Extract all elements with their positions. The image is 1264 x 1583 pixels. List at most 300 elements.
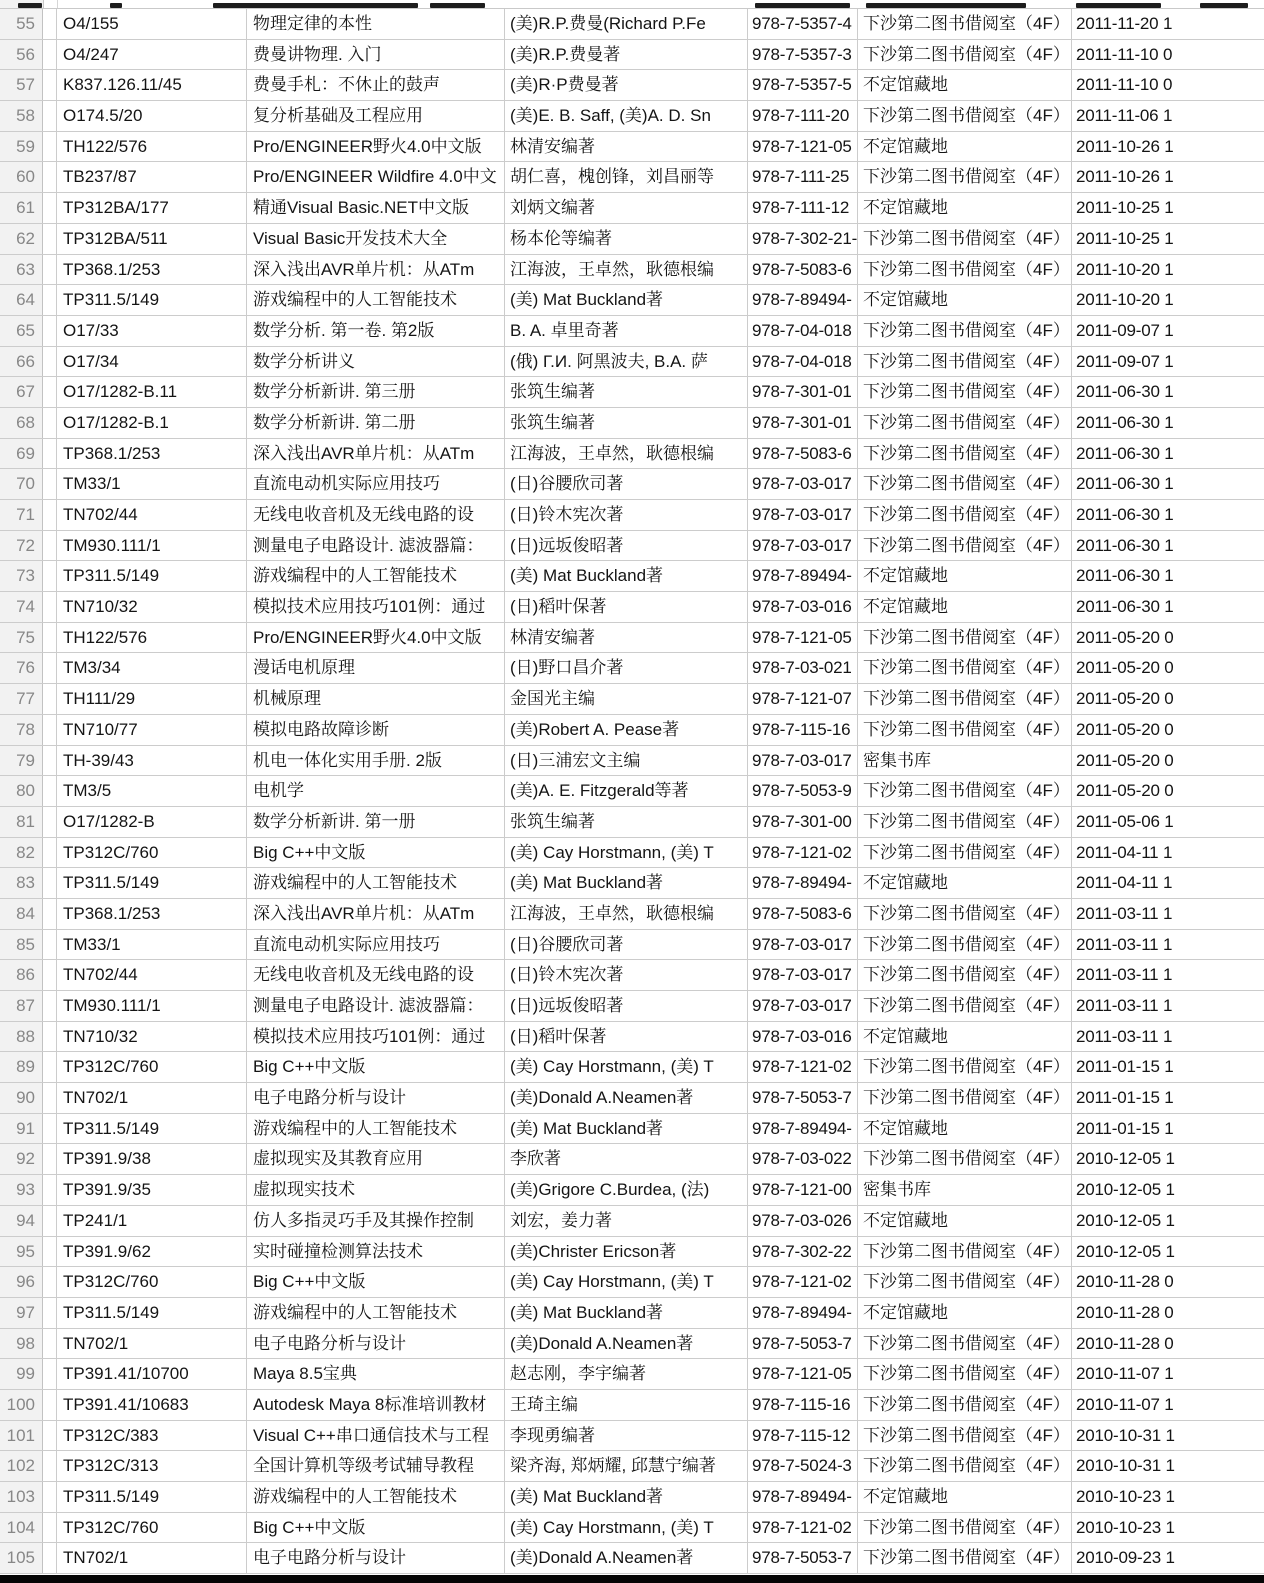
book-title-cell[interactable]: 深入浅出AVR单片机：从ATm [247,439,505,469]
row-number-cell[interactable]: 103 [0,1482,43,1512]
row-number-cell[interactable]: 65 [0,316,43,346]
row-number-cell[interactable]: 58 [0,101,43,131]
author-cell[interactable]: (日)稻叶保著 [505,1022,748,1052]
call-number-cell[interactable]: TM33/1 [57,930,247,960]
row-number-cell[interactable]: 68 [0,408,43,438]
call-number-cell[interactable]: TP241/1 [57,1206,247,1236]
call-number-cell[interactable]: TN702/44 [57,960,247,990]
location-cell[interactable]: 下沙第二图书借阅室（4F） [858,1421,1072,1451]
isbn-cell[interactable]: 978-7-5053-9 [748,776,858,806]
call-number-cell[interactable]: TN702/1 [57,1329,247,1359]
date-cell[interactable]: 2011-09-07 1 [1076,320,1174,340]
book-title-cell[interactable]: 全国计算机等级考试辅导教程 [247,1451,505,1481]
author-cell[interactable]: (日)谷腰欣司著 [505,469,748,499]
spacer-cell[interactable] [43,255,57,285]
book-title-cell[interactable]: 电子电路分析与设计 [247,1329,505,1359]
date-cell[interactable]: 2011-06-30 1 [1076,505,1174,524]
date-cell[interactable]: 2010-09-23 1 [1076,1548,1175,1568]
author-cell[interactable]: 胡仁喜，槐创锋，刘昌丽等 [505,162,748,192]
date-cell[interactable]: 2011-06-30 1 [1076,412,1174,432]
call-number-cell[interactable]: TM33/1 [57,469,247,499]
spacer-cell[interactable] [43,1390,57,1420]
author-cell[interactable]: (美) Mat Buckland著 [505,1482,748,1512]
date-cell[interactable]: 2010-12-05 1 [1076,1149,1175,1169]
book-title-cell[interactable]: 费曼手札：不休止的鼓声 [247,70,505,100]
row-number-cell[interactable]: 85 [0,930,43,960]
isbn-cell[interactable]: 978-7-89494- [748,285,858,315]
call-number-cell[interactable]: TP311.5/149 [57,1482,247,1512]
location-cell[interactable]: 下沙第二图书借阅室（4F） [858,1543,1072,1573]
isbn-cell[interactable]: 978-7-111-25 [748,162,858,192]
row-number-cell[interactable]: 71 [0,500,43,530]
location-cell[interactable]: 下沙第二图书借阅室（4F） [858,255,1072,285]
date-cell[interactable]: 2010-12-05 1 [1076,1210,1175,1230]
isbn-cell[interactable]: 978-7-5083-6 [748,899,858,929]
spacer-cell[interactable] [43,838,57,868]
row-number-cell[interactable]: 59 [0,132,43,162]
isbn-cell[interactable]: 978-7-5357-4 [748,9,858,39]
book-title-cell[interactable]: 游戏编程中的人工智能技术 [247,868,505,898]
author-cell[interactable]: (美)Grigore C.Burdea, (法) [505,1175,748,1205]
location-cell[interactable]: 下沙第二图书借阅室（4F） [858,500,1072,530]
location-cell[interactable]: 下沙第二图书借阅室（4F） [858,162,1072,192]
location-cell[interactable]: 下沙第二图书借阅室（4F） [858,1329,1072,1359]
date-cell[interactable]: 2011-03-11 1 [1076,1026,1173,1046]
book-title-cell[interactable]: Pro/ENGINEER野火4.0中文版 [247,132,505,162]
book-title-cell[interactable]: 数学分析新讲. 第三册 [247,377,505,407]
call-number-cell[interactable]: O4/247 [57,40,247,70]
book-title-cell[interactable]: 模拟技术应用技巧101例：通过 [247,1022,505,1052]
isbn-cell[interactable]: 978-7-89494- [748,1298,858,1328]
isbn-cell[interactable]: 978-7-302-21- [748,224,858,254]
location-cell[interactable]: 不定馆藏地 [858,592,1072,622]
author-cell[interactable]: (美) Mat Buckland著 [505,1298,748,1328]
call-number-cell[interactable]: TP311.5/149 [57,285,247,315]
isbn-cell[interactable]: 978-7-03-026 [748,1206,858,1236]
location-cell[interactable]: 下沙第二图书借阅室（4F） [858,653,1072,683]
author-cell[interactable]: (美) Cay Horstmann, (美) T [505,1267,748,1297]
author-cell[interactable]: 李现勇编著 [505,1421,748,1451]
date-cell[interactable]: 2011-03-11 1 [1076,965,1173,985]
date-cell[interactable]: 2011-04-11 1 [1076,842,1173,862]
row-number-cell[interactable]: 78 [0,715,43,745]
book-title-cell[interactable]: 仿人多指灵巧手及其操作控制 [247,1206,505,1236]
isbn-cell[interactable]: 978-7-03-017 [748,500,858,530]
book-title-cell[interactable]: 电子电路分析与设计 [247,1083,505,1113]
call-number-cell[interactable]: TP391.9/38 [57,1144,247,1174]
location-cell[interactable]: 下沙第二图书借阅室（4F） [858,930,1072,960]
row-number-cell[interactable]: 91 [0,1114,43,1144]
spacer-cell[interactable] [43,899,57,929]
date-cell[interactable]: 2010-10-31 1 [1076,1425,1175,1445]
author-cell[interactable]: 刘炳文编著 [505,193,748,223]
row-number-cell[interactable]: 95 [0,1237,43,1267]
spacer-cell[interactable] [43,1175,57,1205]
call-number-cell[interactable]: TP368.1/253 [57,439,247,469]
spacer-cell[interactable] [43,439,57,469]
location-cell[interactable]: 下沙第二图书借阅室（4F） [858,899,1072,929]
book-title-cell[interactable]: 模拟电路故障诊断 [247,715,505,745]
date-cell[interactable]: 2011-03-11 1 [1076,934,1173,954]
spacer-cell[interactable] [43,1267,57,1297]
isbn-cell[interactable]: 978-7-03-016 [748,1022,858,1052]
spacer-cell[interactable] [43,1237,57,1267]
call-number-cell[interactable]: TP368.1/253 [57,899,247,929]
book-title-cell[interactable]: 电子电路分析与设计 [247,1543,505,1573]
row-number-cell[interactable]: 73 [0,561,43,591]
book-title-cell[interactable]: 游戏编程中的人工智能技术 [247,1298,505,1328]
isbn-cell[interactable]: 978-7-301-01 [748,408,858,438]
call-number-cell[interactable]: TN710/77 [57,715,247,745]
isbn-cell[interactable]: 978-7-89494- [748,1482,858,1512]
location-cell[interactable]: 不定馆藏地 [858,1482,1072,1512]
spacer-cell[interactable] [43,868,57,898]
call-number-cell[interactable]: TP311.5/149 [57,1114,247,1144]
book-title-cell[interactable]: Visual Basic开发技术大全 [247,224,505,254]
isbn-cell[interactable]: 978-7-121-05 [748,623,858,653]
date-cell[interactable]: 2011-06-30 1 [1076,566,1174,586]
author-cell[interactable]: (日)远坂俊昭著 [505,991,748,1021]
spacer-cell[interactable] [43,1359,57,1389]
book-title-cell[interactable]: Visual C++串口通信技术与工程 [247,1421,505,1451]
location-cell[interactable]: 不定馆藏地 [858,1114,1072,1144]
call-number-cell[interactable]: O17/33 [57,316,247,346]
author-cell[interactable]: (日)三浦宏文主编 [505,746,748,776]
author-cell[interactable]: (美) Cay Horstmann, (美) T [505,1052,748,1082]
spacer-cell[interactable] [43,1022,57,1052]
call-number-cell[interactable]: TP368.1/253 [57,255,247,285]
date-cell[interactable]: 2011-09-07 1 [1076,351,1174,371]
isbn-cell[interactable]: 978-7-301-01 [748,377,858,407]
location-cell[interactable]: 下沙第二图书借阅室（4F） [858,1390,1072,1420]
date-cell[interactable]: 2010-10-23 1 [1076,1517,1175,1537]
location-cell[interactable]: 下沙第二图书借阅室（4F） [858,224,1072,254]
book-title-cell[interactable]: 精通Visual Basic.NET中文版 [247,193,505,223]
spacer-cell[interactable] [43,1421,57,1451]
date-cell[interactable]: 2011-11-06 1 [1076,106,1173,126]
isbn-cell[interactable]: 978-7-03-017 [748,746,858,776]
book-title-cell[interactable]: Big C++中文版 [247,838,505,868]
row-number-cell[interactable]: 84 [0,899,43,929]
date-cell[interactable]: 2011-05-20 0 [1076,658,1174,678]
author-cell[interactable]: (美) Cay Horstmann, (美) T [505,838,748,868]
book-title-cell[interactable]: Big C++中文版 [247,1267,505,1297]
row-number-cell[interactable]: 82 [0,838,43,868]
isbn-cell[interactable]: 978-7-121-07 [748,684,858,714]
call-number-cell[interactable]: TP312C/760 [57,1513,247,1543]
isbn-cell[interactable]: 978-7-5083-6 [748,439,858,469]
book-title-cell[interactable]: Maya 8.5宝典 [247,1359,505,1389]
author-cell[interactable]: (日)铃木宪次著 [505,960,748,990]
date-cell[interactable]: 2011-06-30 1 [1076,597,1174,617]
author-cell[interactable]: (日)铃木宪次著 [505,500,748,530]
author-cell[interactable]: (日)谷腰欣司著 [505,930,748,960]
spacer-cell[interactable] [43,592,57,622]
spacer-cell[interactable] [43,1144,57,1174]
book-title-cell[interactable]: 数学分析讲义 [247,347,505,377]
book-title-cell[interactable]: 深入浅出AVR单片机：从ATm [247,899,505,929]
spacer-cell[interactable] [43,70,57,100]
isbn-cell[interactable]: 978-7-5053-7 [748,1543,858,1573]
spacer-cell[interactable] [43,285,57,315]
book-title-cell[interactable]: 数学分析新讲. 第一册 [247,807,505,837]
row-number-cell[interactable]: 60 [0,162,43,192]
book-title-cell[interactable]: 模拟技术应用技巧101例：通过 [247,592,505,622]
row-number-cell[interactable]: 55 [0,9,43,39]
book-title-cell[interactable]: 直流电动机实际应用技巧 [247,469,505,499]
isbn-cell[interactable]: 978-7-89494- [748,1114,858,1144]
isbn-cell[interactable]: 978-7-5357-3 [748,40,858,70]
date-cell[interactable]: 2011-11-10 0 [1076,44,1173,64]
call-number-cell[interactable]: TM3/34 [57,653,247,683]
call-number-cell[interactable]: TN702/44 [57,500,247,530]
spacer-cell[interactable] [43,162,57,192]
date-cell[interactable]: 2010-12-05 1 [1076,1180,1175,1200]
author-cell[interactable]: 张筑生编著 [505,807,748,837]
book-title-cell[interactable]: 数学分析. 第一卷. 第2版 [247,316,505,346]
date-cell[interactable]: 2011-06-30 1 [1076,382,1174,402]
author-cell[interactable]: (美)R.P.费曼著 [505,40,748,70]
call-number-cell[interactable]: TP312C/383 [57,1421,247,1451]
row-number-cell[interactable]: 69 [0,439,43,469]
spacer-cell[interactable] [43,9,57,39]
call-number-cell[interactable]: TM930.111/1 [57,531,247,561]
author-cell[interactable]: 李欣著 [505,1144,748,1174]
spacer-cell[interactable] [43,1083,57,1113]
call-number-cell[interactable]: K837.126.11/45 [57,70,247,100]
location-cell[interactable]: 不定馆藏地 [858,1206,1072,1236]
author-cell[interactable]: (日)远坂俊昭著 [505,531,748,561]
author-cell[interactable]: 林清安编著 [505,132,748,162]
date-cell[interactable]: 2011-10-20 1 [1076,290,1174,310]
spacer-cell[interactable] [43,715,57,745]
isbn-cell[interactable]: 978-7-03-017 [748,960,858,990]
author-cell[interactable]: 杨本伦等编著 [505,224,748,254]
location-cell[interactable]: 不定馆藏地 [858,561,1072,591]
author-cell[interactable]: (俄) Г.И. 阿黑波夫, B.A. 萨 [505,347,748,377]
date-cell[interactable]: 2010-12-05 1 [1076,1241,1175,1261]
call-number-cell[interactable]: O17/34 [57,347,247,377]
date-cell[interactable]: 2011-05-20 0 [1076,627,1174,647]
location-cell[interactable]: 下沙第二图书借阅室（4F） [858,1237,1072,1267]
row-number-cell[interactable]: 98 [0,1329,43,1359]
call-number-cell[interactable]: TP312C/760 [57,1267,247,1297]
isbn-cell[interactable]: 978-7-5053-7 [748,1083,858,1113]
call-number-cell[interactable]: TP312C/760 [57,1052,247,1082]
location-cell[interactable]: 下沙第二图书借阅室（4F） [858,623,1072,653]
spacer-cell[interactable] [43,1052,57,1082]
location-cell[interactable]: 不定馆藏地 [858,132,1072,162]
location-cell[interactable]: 下沙第二图书借阅室（4F） [858,347,1072,377]
book-title-cell[interactable]: 机械原理 [247,684,505,714]
location-cell[interactable]: 下沙第二图书借阅室（4F） [858,960,1072,990]
author-cell[interactable]: 江海波，王卓然，耿德根编 [505,439,748,469]
call-number-cell[interactable]: O174.5/20 [57,101,247,131]
row-number-cell[interactable]: 80 [0,776,43,806]
isbn-cell[interactable]: 978-7-301-00 [748,807,858,837]
author-cell[interactable]: (美)Donald A.Neamen著 [505,1329,748,1359]
author-cell[interactable]: (美)E. B. Saff, (美)A. D. Sn [505,101,748,131]
row-number-cell[interactable]: 96 [0,1267,43,1297]
author-cell[interactable]: (美)R.P.费曼(Richard P.Fe [505,9,748,39]
book-title-cell[interactable]: 无线电收音机及无线电路的设 [247,960,505,990]
row-number-cell[interactable]: 72 [0,531,43,561]
call-number-cell[interactable]: TP391.41/10683 [57,1390,247,1420]
book-title-cell[interactable]: 游戏编程中的人工智能技术 [247,285,505,315]
spacer-cell[interactable] [43,132,57,162]
location-cell[interactable]: 下沙第二图书借阅室（4F） [858,408,1072,438]
call-number-cell[interactable]: TH111/29 [57,684,247,714]
author-cell[interactable]: B. A. 卓里奇著 [505,316,748,346]
author-cell[interactable]: 赵志刚，李宇编著 [505,1359,748,1389]
isbn-cell[interactable]: 978-7-5357-5 [748,70,858,100]
author-cell[interactable]: 江海波，王卓然，耿德根编 [505,255,748,285]
call-number-cell[interactable]: O17/1282-B.11 [57,377,247,407]
location-cell[interactable]: 下沙第二图书借阅室（4F） [858,991,1072,1021]
spacer-cell[interactable] [43,746,57,776]
spacer-cell[interactable] [43,684,57,714]
book-title-cell[interactable]: Big C++中文版 [247,1052,505,1082]
book-title-cell[interactable]: 数学分析新讲. 第二册 [247,408,505,438]
date-cell[interactable]: 2011-05-20 0 [1076,781,1174,801]
location-cell[interactable]: 不定馆藏地 [858,868,1072,898]
date-cell[interactable]: 2011-10-26 1 [1076,136,1174,156]
isbn-cell[interactable]: 978-7-121-02 [748,1267,858,1297]
spacer-cell[interactable] [43,1513,57,1543]
spacer-cell[interactable] [43,1329,57,1359]
spacer-cell[interactable] [43,561,57,591]
spacer-cell[interactable] [43,1206,57,1236]
spacer-cell[interactable] [43,1543,57,1573]
call-number-cell[interactable]: TP312C/760 [57,838,247,868]
isbn-cell[interactable]: 978-7-03-017 [748,531,858,561]
spacer-cell[interactable] [43,347,57,377]
author-cell[interactable]: (美) Mat Buckland著 [505,1114,748,1144]
call-number-cell[interactable]: TH-39/43 [57,746,247,776]
isbn-cell[interactable]: 978-7-03-022 [748,1144,858,1174]
call-number-cell[interactable]: TN710/32 [57,1022,247,1052]
row-number-cell[interactable]: 56 [0,40,43,70]
call-number-cell[interactable]: TP311.5/149 [57,868,247,898]
isbn-cell[interactable]: 978-7-5083-6 [748,255,858,285]
date-cell[interactable]: 2011-10-25 1 [1076,228,1174,248]
location-cell[interactable]: 下沙第二图书借阅室（4F） [858,776,1072,806]
call-number-cell[interactable]: O17/1282-B [57,807,247,837]
date-cell[interactable]: 2010-10-31 1 [1076,1456,1175,1476]
location-cell[interactable]: 不定馆藏地 [858,1022,1072,1052]
location-cell[interactable]: 下沙第二图书借阅室（4F） [858,316,1072,346]
date-cell[interactable]: 2010-10-23 1 [1076,1487,1175,1506]
location-cell[interactable]: 下沙第二图书借阅室（4F） [858,101,1072,131]
spacer-cell[interactable] [43,1298,57,1328]
call-number-cell[interactable]: TP391.9/35 [57,1175,247,1205]
isbn-cell[interactable]: 978-7-04-018 [748,347,858,377]
isbn-cell[interactable]: 978-7-03-017 [748,930,858,960]
date-cell[interactable]: 2011-10-26 1 [1076,167,1174,187]
isbn-cell[interactable]: 978-7-04-018 [748,316,858,346]
row-number-cell[interactable]: 92 [0,1144,43,1174]
date-cell[interactable]: 2011-06-30 1 [1076,443,1174,463]
spacer-cell[interactable] [43,1114,57,1144]
author-cell[interactable]: (美) Mat Buckland著 [505,561,748,591]
date-cell[interactable]: 2011-10-25 1 [1076,198,1174,218]
call-number-cell[interactable]: TP311.5/149 [57,1298,247,1328]
date-cell[interactable]: 2011-05-20 0 [1076,719,1174,739]
row-number-cell[interactable]: 100 [0,1390,43,1420]
date-cell[interactable]: 2010-11-07 1 [1076,1364,1174,1384]
author-cell[interactable]: (美)Donald A.Neamen著 [505,1083,748,1113]
location-cell[interactable]: 下沙第二图书借阅室（4F） [858,1267,1072,1297]
book-title-cell[interactable]: 无线电收音机及无线电路的设 [247,500,505,530]
row-number-cell[interactable]: 99 [0,1359,43,1389]
book-title-cell[interactable]: 电机学 [247,776,505,806]
author-cell[interactable]: 王琦主编 [505,1390,748,1420]
author-cell[interactable]: 江海波，王卓然，耿德根编 [505,899,748,929]
location-cell[interactable]: 下沙第二图书借阅室（4F） [858,531,1072,561]
date-cell[interactable]: 2011-05-20 0 [1076,750,1174,770]
book-title-cell[interactable]: 费曼讲物理. 入门 [247,40,505,70]
book-title-cell[interactable]: 实时碰撞检测算法技术 [247,1237,505,1267]
spacer-cell[interactable] [43,653,57,683]
author-cell[interactable]: (美) Mat Buckland著 [505,285,748,315]
call-number-cell[interactable]: TH122/576 [57,623,247,653]
row-number-cell[interactable]: 64 [0,285,43,315]
row-number-cell[interactable]: 57 [0,70,43,100]
author-cell[interactable]: (美)Robert A. Pease著 [505,715,748,745]
date-cell[interactable]: 2011-06-30 1 [1076,535,1174,555]
spacer-cell[interactable] [43,960,57,990]
location-cell[interactable]: 不定馆藏地 [858,285,1072,315]
date-cell[interactable]: 2011-11-20 1 [1076,14,1173,33]
call-number-cell[interactable]: O4/155 [57,9,247,39]
location-cell[interactable]: 下沙第二图书借阅室（4F） [858,439,1072,469]
date-cell[interactable]: 2011-03-11 1 [1076,903,1173,923]
row-number-cell[interactable]: 79 [0,746,43,776]
date-cell[interactable]: 2011-05-06 1 [1076,811,1174,831]
author-cell[interactable]: 张筑生编著 [505,408,748,438]
author-cell[interactable]: (美)Donald A.Neamen著 [505,1543,748,1573]
call-number-cell[interactable]: TP312BA/511 [57,224,247,254]
isbn-cell[interactable]: 978-7-111-20 [748,101,858,131]
location-cell[interactable]: 下沙第二图书借阅室（4F） [858,40,1072,70]
row-number-cell[interactable]: 90 [0,1083,43,1113]
call-number-cell[interactable]: TP391.9/62 [57,1237,247,1267]
book-title-cell[interactable]: 虚拟现实及其教育应用 [247,1144,505,1174]
spacer-cell[interactable] [43,500,57,530]
spacer-cell[interactable] [43,224,57,254]
row-number-cell[interactable]: 89 [0,1052,43,1082]
call-number-cell[interactable]: TN702/1 [57,1543,247,1573]
location-cell[interactable]: 下沙第二图书借阅室（4F） [858,1451,1072,1481]
book-title-cell[interactable]: Pro/ENGINEER野火4.0中文版 [247,623,505,653]
isbn-cell[interactable]: 978-7-5053-7 [748,1329,858,1359]
spacer-cell[interactable] [43,807,57,837]
book-title-cell[interactable]: 漫话电机原理 [247,653,505,683]
author-cell[interactable]: 金国光主编 [505,684,748,714]
call-number-cell[interactable]: TP312C/313 [57,1451,247,1481]
isbn-cell[interactable]: 978-7-89494- [748,561,858,591]
isbn-cell[interactable]: 978-7-121-02 [748,1052,858,1082]
date-cell[interactable]: 2011-01-15 1 [1076,1118,1174,1138]
spacer-cell[interactable] [43,930,57,960]
author-cell[interactable]: (美)Christer Ericson著 [505,1237,748,1267]
book-title-cell[interactable]: 测量电子电路设计. 滤波器篇： [247,991,505,1021]
author-cell[interactable]: 林清安编著 [505,623,748,653]
location-cell[interactable]: 下沙第二图书借阅室（4F） [858,469,1072,499]
call-number-cell[interactable]: TN702/1 [57,1083,247,1113]
date-cell[interactable]: 2011-01-15 1 [1076,1088,1174,1108]
book-title-cell[interactable]: 机电一体化实用手册. 2版 [247,746,505,776]
